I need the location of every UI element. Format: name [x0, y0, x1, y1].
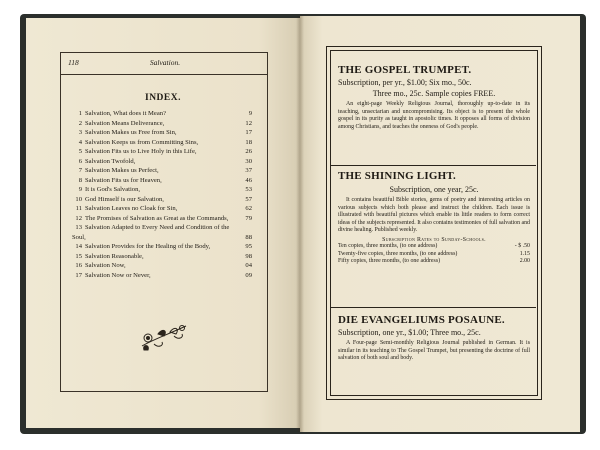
index-entry	[72, 138, 252, 148]
index-entry-number: 7	[78, 167, 82, 174]
index-entry-title: God Himself is our Salvation,	[85, 195, 164, 203]
header-rule	[60, 74, 267, 75]
index-entry	[72, 109, 252, 119]
rate-price: 2.00	[519, 258, 530, 265]
index-entry-page: 46	[245, 176, 252, 184]
index-entry	[72, 176, 252, 186]
index-entry-title: Salvation Now or Never,	[85, 271, 151, 279]
index-entry-title: Salvation, What does it Mean?	[85, 110, 166, 117]
index-entry-title: Salvation Leaves no Cloak for Sin,	[85, 205, 178, 212]
index-entry-number: 1	[78, 110, 82, 117]
shining-light-section	[338, 170, 530, 266]
index-entry	[72, 166, 252, 176]
index-entry-title: Salvation Twofold,	[85, 157, 136, 165]
index-entry-title: Salvation Fits us to Live Holy in this Life,	[85, 148, 197, 155]
shining-light-description: It contains beautiful Bible stories, gems of poetry and interesting articles on various subjects which both please and instruct the children. Each issue is illustrated with beautiful pictures which enable its little readers to form correct ideas of the subjects represented. It also contains testimonies of full salvation and divine healing. Published weekly.	[338, 197, 530, 234]
shining-light-subscription: Subscription, one year, 25c.	[389, 185, 479, 194]
index-entry-page: 26	[245, 148, 252, 155]
index-entry	[72, 214, 252, 224]
index-entry	[72, 119, 252, 129]
index-entry	[72, 157, 252, 167]
index-entry	[72, 195, 252, 205]
gospel-trumpet-section	[338, 64, 530, 131]
index-entry-page: 04	[245, 262, 252, 269]
running-title: Salvation.	[149, 58, 181, 67]
posaune-description: A Four-page Semi-monthly Religious Journal published in German. It is similar in its teaching to The Gospel Trumpet, but presenting the doctrine of full salvation of both soul and body.	[338, 340, 530, 362]
index-entry-number: 8	[78, 176, 82, 184]
section-divider	[330, 307, 536, 308]
index-entry	[72, 204, 252, 214]
index-entry-page: 9	[248, 110, 252, 117]
index-entry	[72, 223, 252, 242]
index-entry-page: 17	[245, 129, 252, 136]
index-entry-number: 4	[78, 138, 82, 146]
index-entry-title: Salvation Now,	[85, 262, 126, 269]
gospel-trumpet-description: An eight-page Weekly Religious Journal, thoroughly up-to-date in its teaching, unsectarian and uncompromising. Its object is to present the whole gospel in its purity as taught in apostolic times. It opposes all forms of division among Christians, and teaches the oneness of God's people.	[338, 101, 530, 130]
rates-heading: Subscription Rates to Sunday-Schools.	[382, 236, 486, 243]
rate-row	[338, 258, 530, 266]
rate-row	[338, 243, 530, 251]
index-entry-number: 14	[75, 243, 82, 250]
posaune-section	[338, 314, 530, 363]
index-entry-page: 12	[245, 119, 252, 127]
gospel-trumpet-subscription-2: Three mo., 25c. Sample copies FREE.	[372, 89, 496, 98]
index-entry	[72, 128, 252, 138]
index-entry-title: It is God's Salvation,	[85, 186, 141, 193]
index-entry-number: 10	[75, 195, 82, 203]
index-list	[72, 109, 252, 280]
index-entry-title: The Promises of Salvation as Great as the Commands,	[85, 214, 229, 222]
index-entry-page: 79	[245, 214, 252, 222]
index-title: INDEX.	[145, 93, 181, 103]
index-entry-page: 62	[245, 205, 252, 212]
index-entry-title: Salvation Adapted to Every Need and Condition of the Soul,	[72, 224, 230, 241]
index-entry-number: 2	[78, 119, 82, 127]
index-entry-number: 12	[75, 214, 82, 222]
index-entry-title: Salvation Reasonable,	[85, 252, 144, 260]
index-entry-number: 17	[75, 271, 82, 279]
index-entry	[72, 261, 252, 271]
section-divider	[330, 165, 536, 166]
rate-label: Fifty copies, three months, (to one address)	[338, 258, 441, 265]
index-entry	[72, 147, 252, 157]
index-entry-title: Salvation Means Deliverance,	[85, 119, 165, 127]
index-entry-title: Salvation Fits us for Heaven,	[85, 176, 162, 184]
index-entry-page: 30	[245, 157, 252, 165]
index-entry-number: 15	[75, 252, 82, 260]
gospel-trumpet-title: THE GOSPEL TRUMPET.	[338, 64, 472, 76]
gospel-trumpet-subscription-1: Subscription, per yr., $1.00; Six mo., 50c.	[338, 78, 472, 87]
index-entry-number: 13	[75, 224, 82, 231]
page-number: 118	[68, 58, 79, 67]
index-entry-page: 37	[245, 167, 252, 174]
index-entry-page: 53	[245, 186, 252, 193]
index-entry-number: 5	[78, 148, 82, 155]
index-entry	[72, 242, 252, 252]
index-entry-page: 98	[245, 252, 252, 260]
index-entry	[72, 185, 252, 195]
posaune-title: DIE EVANGELIUMS POSAUNE.	[338, 314, 505, 326]
index-entry-number: 3	[78, 129, 82, 136]
index-entry-title: Salvation Keeps us from Committing Sins,	[85, 138, 199, 146]
gutter	[296, 16, 304, 432]
index-entry-number: 11	[75, 205, 82, 212]
floral-ornament-icon	[134, 316, 194, 356]
index-entry	[72, 271, 252, 281]
rate-label: Ten copies, three months, (to one address)	[338, 242, 438, 249]
shining-light-title: THE SHINING LIGHT.	[338, 170, 457, 182]
index-entry-number: 9	[78, 186, 82, 193]
index-entry-number: 16	[75, 262, 82, 269]
index-entry-title: Salvation Provides for the Healing of the Body,	[85, 243, 211, 250]
index-entry-title: Salvation Makes us Free from Sin,	[85, 129, 177, 136]
index-entry-number: 6	[78, 157, 82, 165]
posaune-subscription: Subscription, one yr., $1.00; Three mo., 25c.	[338, 328, 481, 337]
index-entry-page: 18	[245, 138, 252, 146]
index-entry-page: 09	[245, 271, 252, 279]
index-entry	[72, 252, 252, 262]
index-entry-page: 57	[245, 195, 252, 203]
index-entry-title: Salvation Makes us Perfect,	[85, 167, 159, 174]
rate-price: 1.15	[519, 250, 530, 257]
rate-price: - $ .50	[514, 242, 530, 249]
rate-label: Twenty-five copies, three months, (to one address)	[338, 250, 458, 257]
index-entry-page: 88	[245, 233, 252, 241]
rates-list	[338, 243, 530, 266]
index-entry-page: 95	[245, 243, 252, 250]
